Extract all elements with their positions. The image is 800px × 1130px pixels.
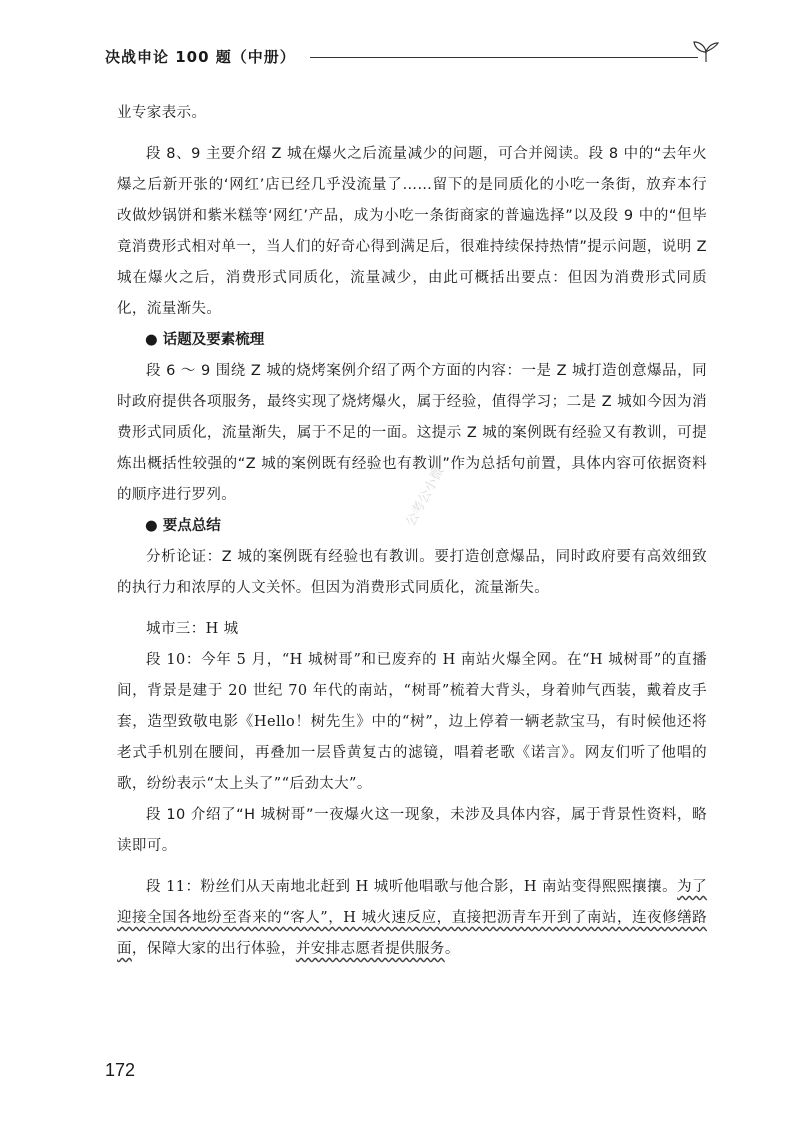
underlined-phrase-2: 并安排志愿者提供服务 bbox=[295, 941, 445, 957]
paragraph-8-mid: ，保障大家的出行体验， bbox=[131, 941, 296, 957]
paragraph-4: 分析论证：Z 城的案例既有经验也有教训。要打造创意爆品，同时政府要有高效细致的执行力和浓厚的人文关怀。但因为消费形式同质化，流量渐失。 bbox=[117, 549, 707, 596]
paragraph-1: 业专家表示。 bbox=[117, 105, 207, 121]
paragraph-6: 段 10：今年 5 月，“H 城树哥”和已废弃的 H 南站火爆全网。在“H 城树哥”的直播间，背景是建于 20 世纪 70 年代的南站，“树哥”梳着大背头，身着帅气西装，戴着皮手套，造型致敬电影《Hello！树先生》中的“树”，边上停着一辆老款宝马，有时候他还将老式手机别在腰间，再叠加一层昏黄复古的滤镜，唱着老歌《诺言》。网友们听了他唱的歌，纷纷表示“太上头了”“后劲太大”。 bbox=[117, 652, 707, 792]
paragraph-8-text: 段 11：粉丝们从天南地北赶到 H 城听他唱歌与他合影，H 南站变得熙熙攘攘。 bbox=[146, 879, 678, 895]
underlined-phrase-1: 为了迎接全国各地纷至沓来的“客人”，H 城火速反应，直接把沥青车开到了南站，连夜修缮路面 bbox=[117, 879, 707, 957]
page-number: 172 bbox=[105, 1060, 136, 1080]
section-heading-summary: ● 要点总结 bbox=[145, 518, 221, 534]
city-heading: 城市三：H 城 bbox=[146, 621, 239, 637]
page-header bbox=[105, 40, 725, 80]
section-heading-topic: ● 话题及要素梳理 bbox=[145, 332, 265, 348]
paragraph-7: 段 10 介绍了“H 城树哥”一夜爆火这一现象，未涉及具体内容，属于背景性资料，略读即可。 bbox=[117, 807, 707, 854]
paragraph-8-end: 。 bbox=[444, 941, 460, 957]
page-body bbox=[117, 98, 707, 965]
paragraph-2: 段 8、9 主要介绍 Z 城在爆火之后流量减少的问题，可合并阅读。段 8 中的“去年火爆之后新开张的‘网红’店已经几乎没流量了……留下的是同质化的小吃一条街，放弃本行改做炒锅饼和紫米糕等‘网红’产品，成为小吃一条街商家的普遍选择”以及段 9 中的“但毕竟消费形式相对单一，当人们的好奇心得到满足后，很难持续保持热情”提示问题，说明 Z 城在爆火之后，消费形式同质化，流量减少，由此可概括出要点：但因为消费形式同质化，流量渐失。 bbox=[117, 146, 707, 317]
paragraph-3: 段 6 ～ 9 围绕 Z 城的烧烤案例介绍了两个方面的内容：一是 Z 城打造创意爆品，同时政府提供各项服务，最终实现了烧烤爆火，属于经验，值得学习；二是 Z 城如今因为消费形式同质化，流量渐失，属于不足的一面。这提示 Z 城的案例既有经验又有教训，可提炼出概括性较强的“Z 城的案例既有经验也有教训”作为总括句前置，具体内容可依据资料的顺序进行罗列。 bbox=[117, 363, 707, 503]
leaf-sprout-icon bbox=[691, 40, 721, 64]
header-rule bbox=[310, 57, 698, 58]
watermark: 公考公小微 bbox=[403, 464, 448, 529]
paragraph-8 bbox=[117, 872, 707, 965]
book-title: 决战申论 100 题（中册） bbox=[105, 48, 296, 66]
